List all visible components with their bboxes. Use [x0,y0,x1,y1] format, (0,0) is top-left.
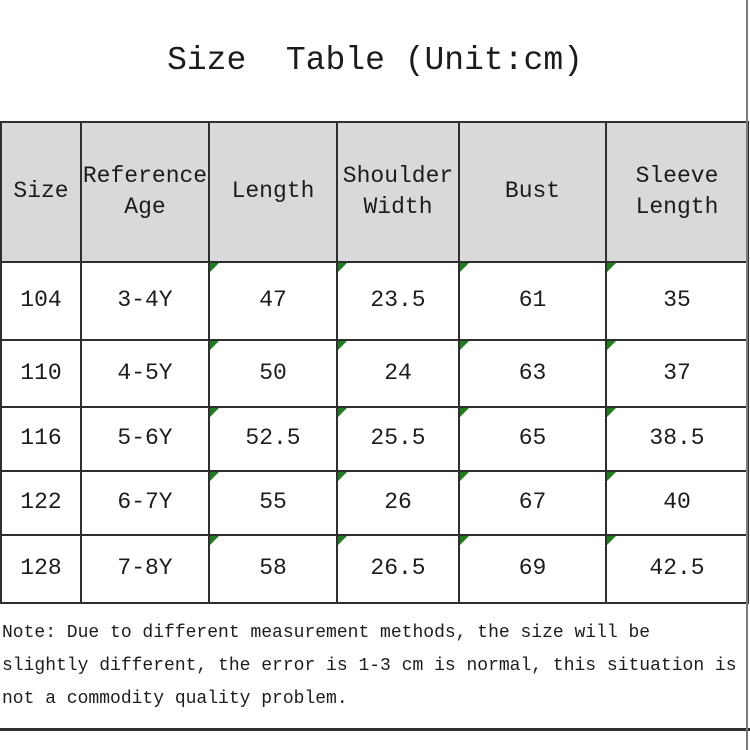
green-corner-marker-icon [210,408,219,417]
table-row [1,407,748,471]
cell-value: 69 [518,555,547,582]
green-corner-marker-icon [210,263,219,272]
cell-value: 50 [259,359,287,386]
size-table-header [1,122,748,262]
col-header-sleeve-length: Sleeve Length [606,122,748,262]
cell-value: 26.5 [370,555,426,582]
green-corner-marker-icon [607,263,616,272]
cell-value: 6-7Y [117,489,173,516]
cell-bust [459,535,606,603]
cell-sleeve-length [606,407,748,471]
table-row [1,262,748,340]
note-text: Note: Due to different measurement methods, the size will be slightly different, the error is 1-3 cm is normal, this situation is not a commodity quality problem. [2,623,737,709]
cell-value: 52.5 [245,425,301,452]
cell-reference-age [81,407,209,471]
cell-value: 55 [259,489,287,516]
table-row [1,535,748,603]
cell-length [209,262,337,340]
cell-shoulder-width [337,407,459,471]
col-header-length: Length [209,122,337,262]
green-corner-marker-icon [338,472,347,481]
cell-value: 67 [518,489,547,516]
green-corner-marker-icon [460,263,469,272]
cell-length [209,535,337,603]
cell-value: 5-6Y [117,425,173,452]
green-corner-marker-icon [210,472,219,481]
cell-value: 110 [20,359,62,386]
cell-value: 35 [663,287,691,314]
cell-length [209,471,337,535]
green-corner-marker-icon [338,341,347,350]
green-corner-marker-icon [460,536,469,545]
cell-value: 65 [518,425,547,452]
cell-size [1,535,81,603]
col-header-size: Size [1,122,81,262]
cell-reference-age [81,535,209,603]
cell-value: 3-4Y [117,287,173,314]
green-corner-marker-icon [460,408,469,417]
cell-value: 104 [20,287,62,314]
right-edge-divider [746,0,748,750]
cell-reference-age [81,262,209,340]
cell-shoulder-width [337,340,459,407]
cell-sleeve-length [606,471,748,535]
green-corner-marker-icon [607,472,616,481]
cell-value: 128 [20,555,62,582]
col-header-reference-age: Reference Age [81,122,209,262]
green-corner-marker-icon [338,408,347,417]
cell-reference-age [81,340,209,407]
table-row [1,340,748,407]
cell-value: 61 [518,287,547,314]
green-corner-marker-icon [338,263,347,272]
cell-shoulder-width [337,535,459,603]
green-corner-marker-icon [607,536,616,545]
cell-value: 24 [384,359,412,386]
size-table-body [1,262,748,603]
size-table [0,121,749,604]
cell-value: 40 [663,489,691,516]
cell-sleeve-length [606,535,748,603]
cell-value: 25.5 [370,425,426,452]
green-corner-marker-icon [607,341,616,350]
note-section [0,604,750,731]
green-corner-marker-icon [210,341,219,350]
title-area [0,0,750,121]
cell-value: 37 [663,359,691,386]
green-corner-marker-icon [607,408,616,417]
cell-size [1,471,81,535]
cell-bust [459,407,606,471]
page-title: Size Table (Unit:cm) [167,42,583,79]
cell-value: 122 [20,489,62,516]
cell-shoulder-width [337,471,459,535]
green-corner-marker-icon [210,536,219,545]
cell-value: 26 [384,489,412,516]
cell-size [1,407,81,471]
cell-value: 4-5Y [117,359,173,386]
cell-bust [459,262,606,340]
cell-reference-age [81,471,209,535]
header-row [1,122,748,262]
green-corner-marker-icon [460,341,469,350]
col-header-bust: Bust [459,122,606,262]
cell-length [209,407,337,471]
cell-value: 58 [259,555,287,582]
cell-bust [459,471,606,535]
cell-value: 42.5 [649,555,705,582]
cell-value: 47 [259,287,287,314]
green-corner-marker-icon [460,472,469,481]
cell-sleeve-length [606,262,748,340]
cell-value: 116 [20,425,62,452]
cell-value: 7-8Y [117,555,173,582]
col-header-shoulder-width: Shoulder Width [337,122,459,262]
cell-value: 63 [518,359,547,386]
cell-value: 23.5 [370,287,426,314]
cell-bust [459,340,606,407]
cell-size [1,262,81,340]
cell-value: 38.5 [649,425,705,452]
green-corner-marker-icon [338,536,347,545]
cell-sleeve-length [606,340,748,407]
cell-size [1,340,81,407]
cell-shoulder-width [337,262,459,340]
cell-length [209,340,337,407]
table-row [1,471,748,535]
